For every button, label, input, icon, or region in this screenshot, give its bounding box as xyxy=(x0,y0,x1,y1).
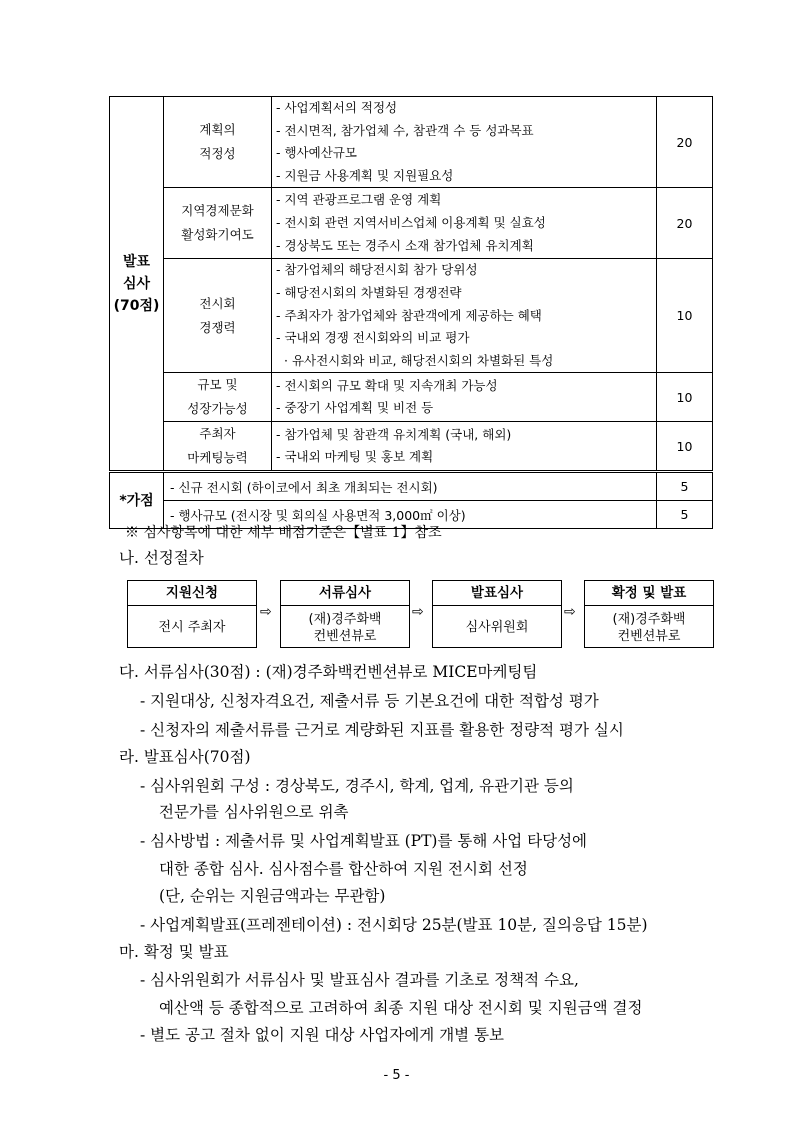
criterion-score: 10 xyxy=(657,259,713,373)
evaluation-table xyxy=(109,96,713,529)
criterion-score: 10 xyxy=(657,422,713,472)
list-item: 예산액 등 종합적으로 고려하여 최종 지원 대상 전시회 및 지원금액 결정 xyxy=(159,999,643,1017)
criterion-details: - 사업계획서의 적정성 - 전시면적, 참가업체 수, 참관객 수 등 성과목표 - 행사예산규모 - 지원금 사용계획 및 지원필요성 xyxy=(272,97,657,188)
list-item: - 심사방법 : 제출서류 및 사업계획발표 (PT)를 통해 사업 타당성에 xyxy=(140,832,588,850)
bonus-criterion: - 신규 전시회 (하이코에서 최초 개최되는 전시회) xyxy=(164,472,657,501)
criterion-name: 계획의 적정성 xyxy=(164,97,272,188)
criterion-score: 10 xyxy=(657,373,713,422)
table-row xyxy=(110,97,713,188)
flow-arrow-icon: ⇨ xyxy=(564,604,576,620)
bonus-label: *가점 xyxy=(110,472,164,529)
bonus-score: 5 xyxy=(657,501,713,529)
list-item: - 지원대상, 신청자격요건, 제출서류 등 기본요건에 대한 적합성 평가 xyxy=(140,692,599,710)
list-item: - 별도 공고 절차 없이 지원 대상 사업자에게 개별 통보 xyxy=(140,1026,505,1044)
list-item: - 사업계획발표(프레젠테이션) : 전시회당 25분(발표 10분, 질의응답 15분) xyxy=(140,916,648,934)
group-label: 발표 심사 (70점) xyxy=(110,97,164,472)
list-item: - 심사위원회 구성 : 경상북도, 경주시, 학계, 업계, 유관기관 등의 xyxy=(140,777,574,795)
flow-arrow-icon: ⇨ xyxy=(412,604,424,620)
flow-step-application: 지원신청 전시 주최자 xyxy=(127,580,257,648)
table-note: ※ 심사항목에 대한 세부 배점기준은【별표 1】참조 xyxy=(125,525,442,541)
criterion-name: 전시회 경쟁력 xyxy=(164,259,272,373)
table-row xyxy=(110,422,713,472)
section-heading-ma: 마. 확정 및 발표 xyxy=(119,943,229,961)
criterion-details: - 지역 관광프로그램 운영 계획 - 전시회 관련 지역서비스업체 이용계획 및 실효성 - 경상북도 또는 경주시 소재 참가업체 유치계획 xyxy=(272,188,657,259)
flow-arrow-icon: ⇨ xyxy=(260,604,272,620)
bonus-criterion: - 행사규모 (전시장 및 회의실 사용면적 3,000㎡ 이상) xyxy=(164,501,657,529)
criterion-name: 주최자 마케팅능력 xyxy=(164,422,272,472)
section-heading-na: 나. 선정절차 xyxy=(119,549,204,567)
criterion-score: 20 xyxy=(657,188,713,259)
table-row xyxy=(110,188,713,259)
list-item: (단, 순위는 지원금액과는 무관함) xyxy=(159,887,386,905)
bonus-score: 5 xyxy=(657,472,713,501)
criterion-details: - 참가업체의 해당전시회 참가 당위성 - 해당전시회의 차별화된 경쟁전략 - 주최자가 참가업체와 참관객에게 제공하는 혜택 - 국내외 경쟁 전시회와의 비교 평가 · 유사전시회와 비교, 해당전시회의 차별화된 특성 xyxy=(272,259,657,373)
flow-step-presentation-review: 발표심사 심사위원회 xyxy=(432,580,562,648)
criterion-details: - 참가업체 및 참관객 유치계획 (국내, 해외) - 국내외 마케팅 및 홍보 계획 xyxy=(272,422,657,472)
criterion-name: 규모 및 성장가능성 xyxy=(164,373,272,422)
flow-step-confirmation: 확정 및 발표 (재)경주화백 컨벤션뷰로 xyxy=(584,580,714,648)
table-row xyxy=(110,259,713,373)
list-item: - 신청자의 제출서류를 근거로 계량화된 지표를 활용한 정량적 평가 실시 xyxy=(140,721,624,739)
table-row xyxy=(110,373,713,422)
criterion-details: - 전시회의 규모 확대 및 지속개최 가능성 - 중장기 사업계획 및 비전 등 xyxy=(272,373,657,422)
criterion-score: 20 xyxy=(657,97,713,188)
section-heading-ra: 라. 발표심사(70점) xyxy=(119,748,251,766)
list-item: - 심사위원회가 서류심사 및 발표심사 결과를 기초로 정책적 수요, xyxy=(140,971,579,989)
criterion-name: 지역경제문화 활성화기여도 xyxy=(164,188,272,259)
page-number: - 5 - xyxy=(383,1068,410,1083)
list-item: 대한 종합 심사. 심사점수를 합산하여 지원 전시회 선정 xyxy=(159,860,528,878)
table-row xyxy=(110,472,713,501)
flow-step-document-review: 서류심사 (재)경주화백 컨벤션뷰로 xyxy=(280,580,410,648)
section-heading-da: 다. 서류심사(30점) : (재)경주화백컨벤션뷰로 MICE마케팅팀 xyxy=(119,663,538,681)
list-item: 전문가를 심사위원으로 위촉 xyxy=(159,803,349,821)
